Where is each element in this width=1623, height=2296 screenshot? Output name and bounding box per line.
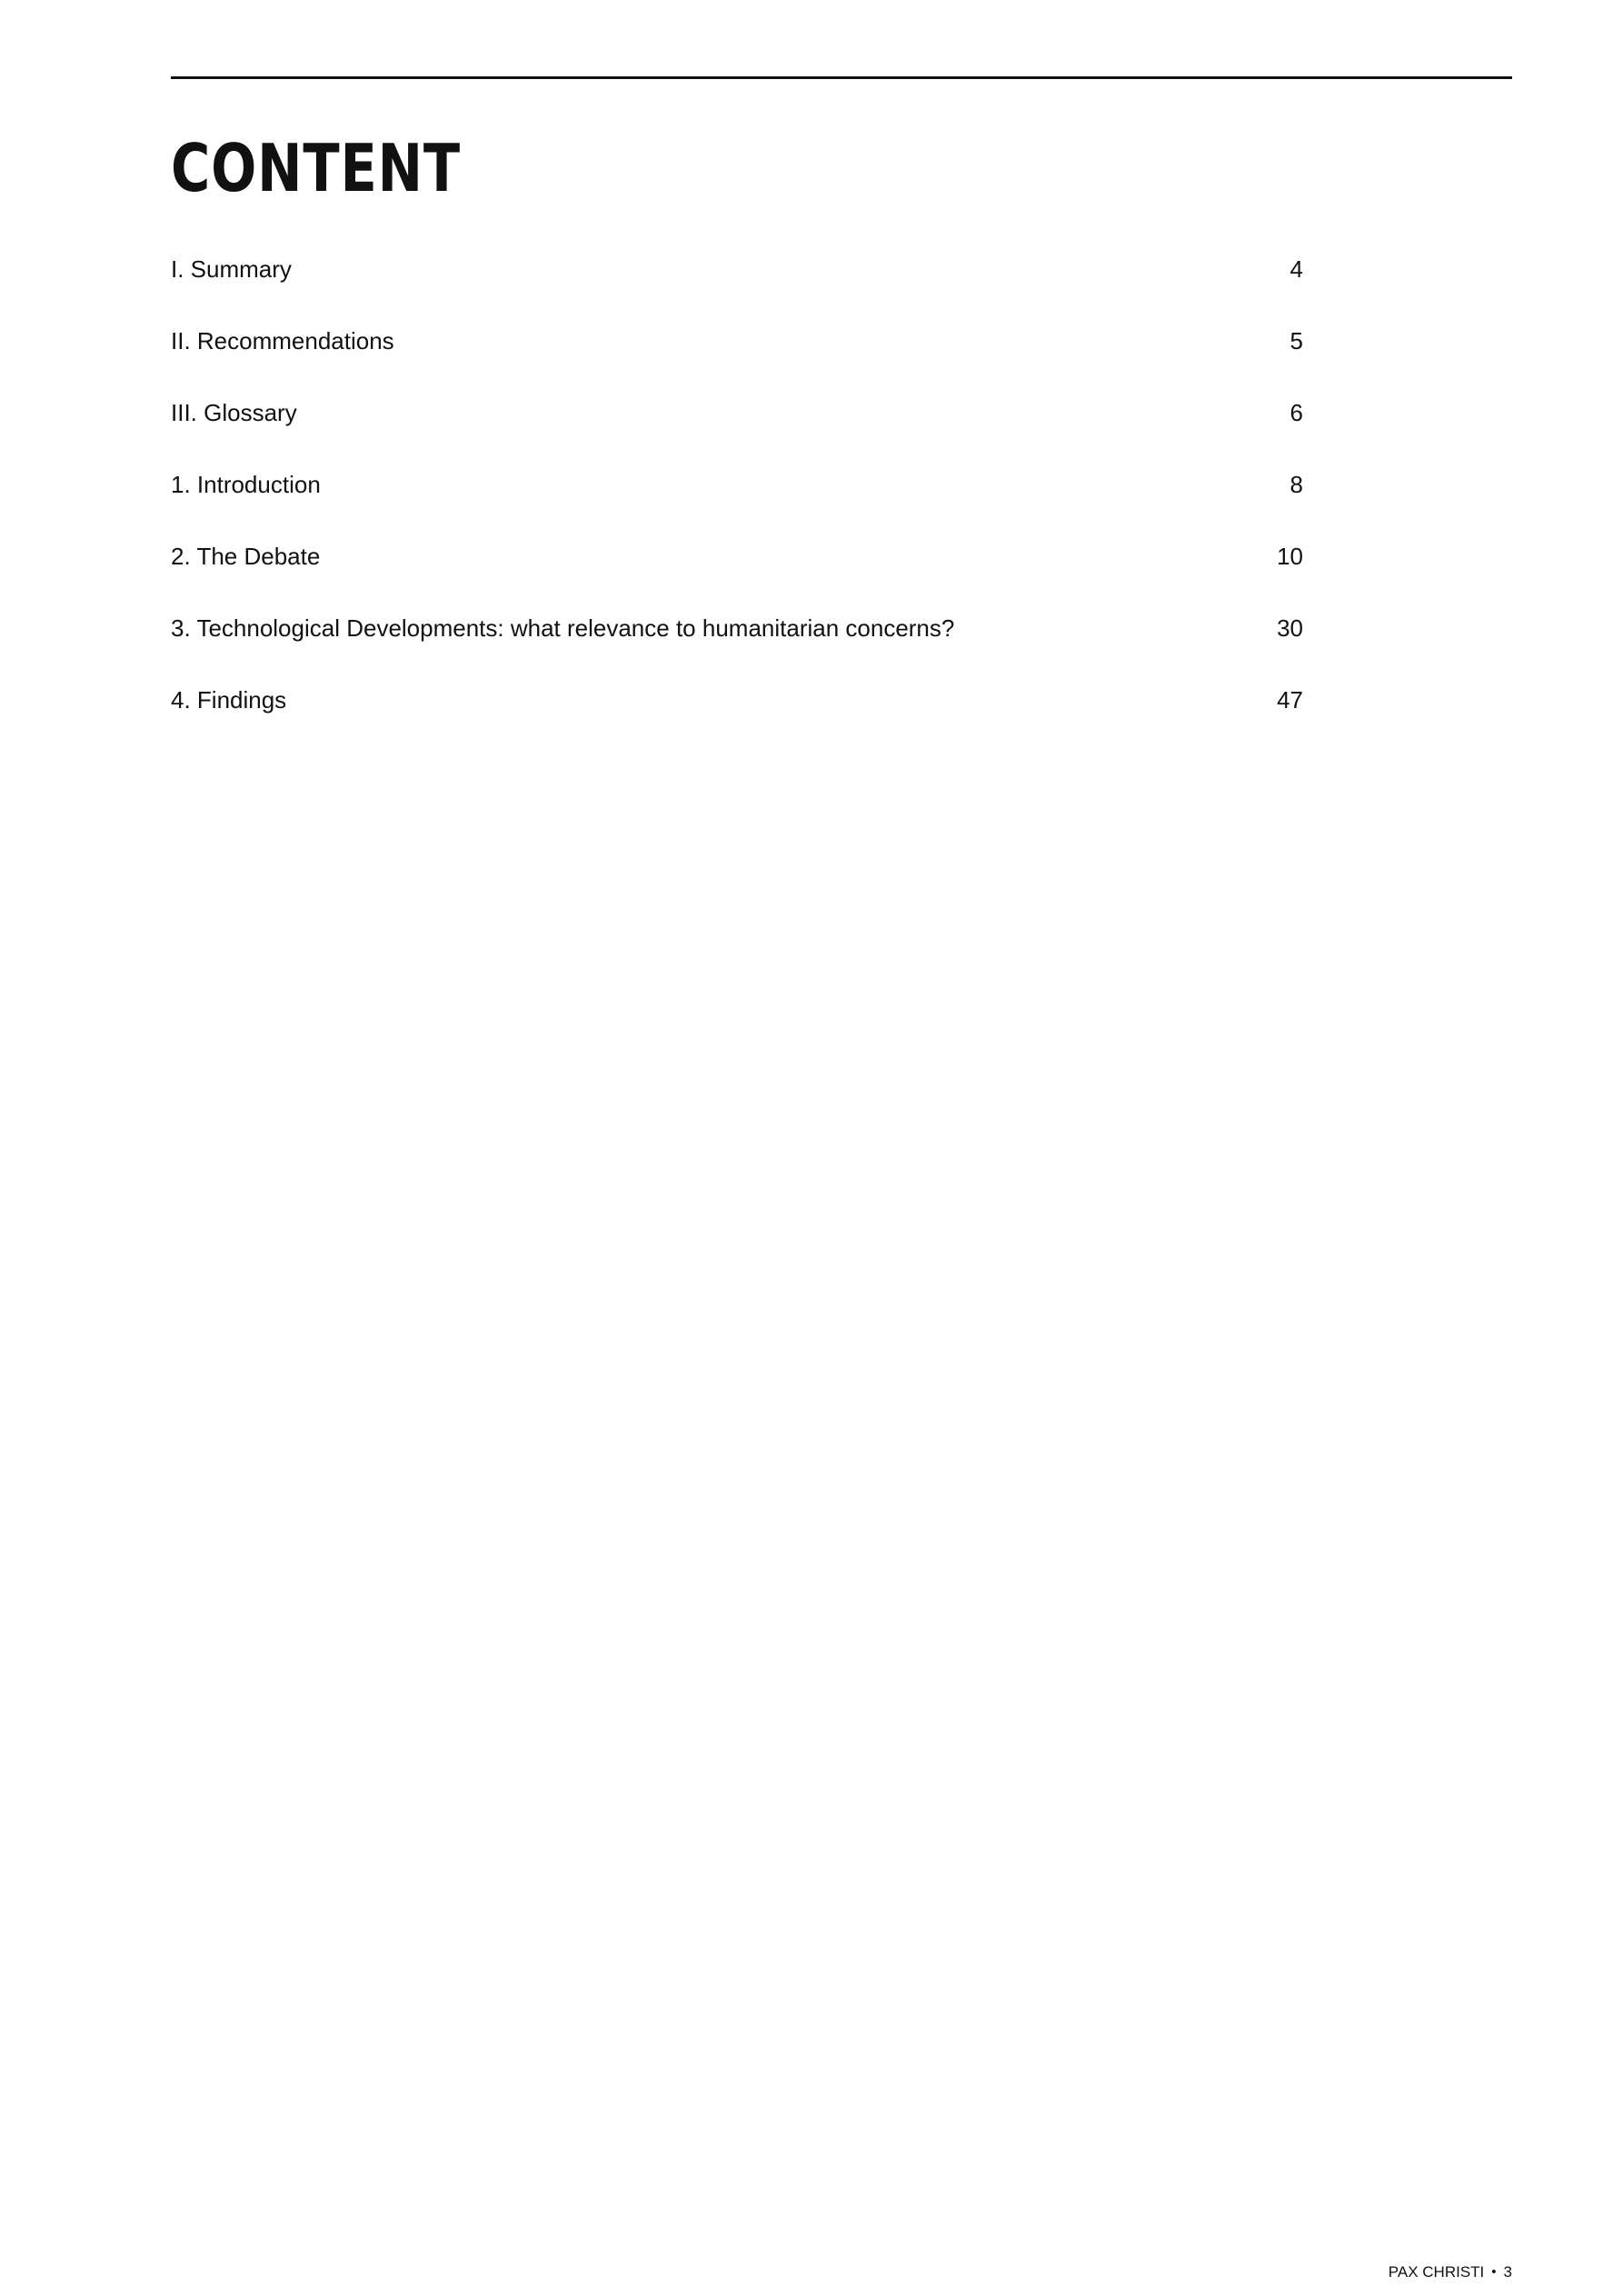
- footer-separator: •: [1491, 2264, 1497, 2280]
- toc-entry-label: 3. Technological Developments: what relevance to humanitarian concerns?: [171, 614, 955, 642]
- toc-entry-page-number: 6: [1289, 399, 1303, 426]
- top-rule: [171, 76, 1512, 79]
- toc-entry-label: 2. The Debate: [171, 543, 321, 570]
- page-title: CONTENT: [171, 130, 461, 206]
- toc-entry-label: I. Summary: [171, 255, 292, 283]
- toc-entry-page-number: 5: [1289, 327, 1303, 354]
- toc-entry-label: 4. Findings: [171, 686, 287, 714]
- toc-entry-page-number: 47: [1277, 686, 1303, 714]
- toc-entry-the-debate[interactable]: [171, 533, 1303, 604]
- table-of-contents: [171, 245, 1303, 748]
- toc-entry-page-number: 4: [1289, 255, 1303, 283]
- toc-entry-page-number: 10: [1277, 543, 1303, 570]
- toc-entry-page-number: 30: [1277, 614, 1303, 642]
- toc-entry-introduction[interactable]: [171, 461, 1303, 533]
- footer-publisher: PAX CHRISTI: [1388, 2263, 1485, 2281]
- toc-entry-recommendations[interactable]: [171, 317, 1303, 389]
- toc-entry-technological-developments[interactable]: [171, 604, 1303, 676]
- toc-entry-label: II. Recommendations: [171, 327, 394, 354]
- toc-entry-label: III. Glossary: [171, 399, 297, 426]
- toc-entry-findings[interactable]: [171, 676, 1303, 748]
- toc-entry-summary[interactable]: [171, 245, 1303, 317]
- page-footer: [1389, 2261, 1512, 2283]
- toc-entry-label: 1. Introduction: [171, 471, 321, 498]
- footer-page-number: 3: [1503, 2263, 1512, 2281]
- toc-entry-glossary[interactable]: [171, 389, 1303, 461]
- toc-entry-page-number: 8: [1289, 471, 1303, 498]
